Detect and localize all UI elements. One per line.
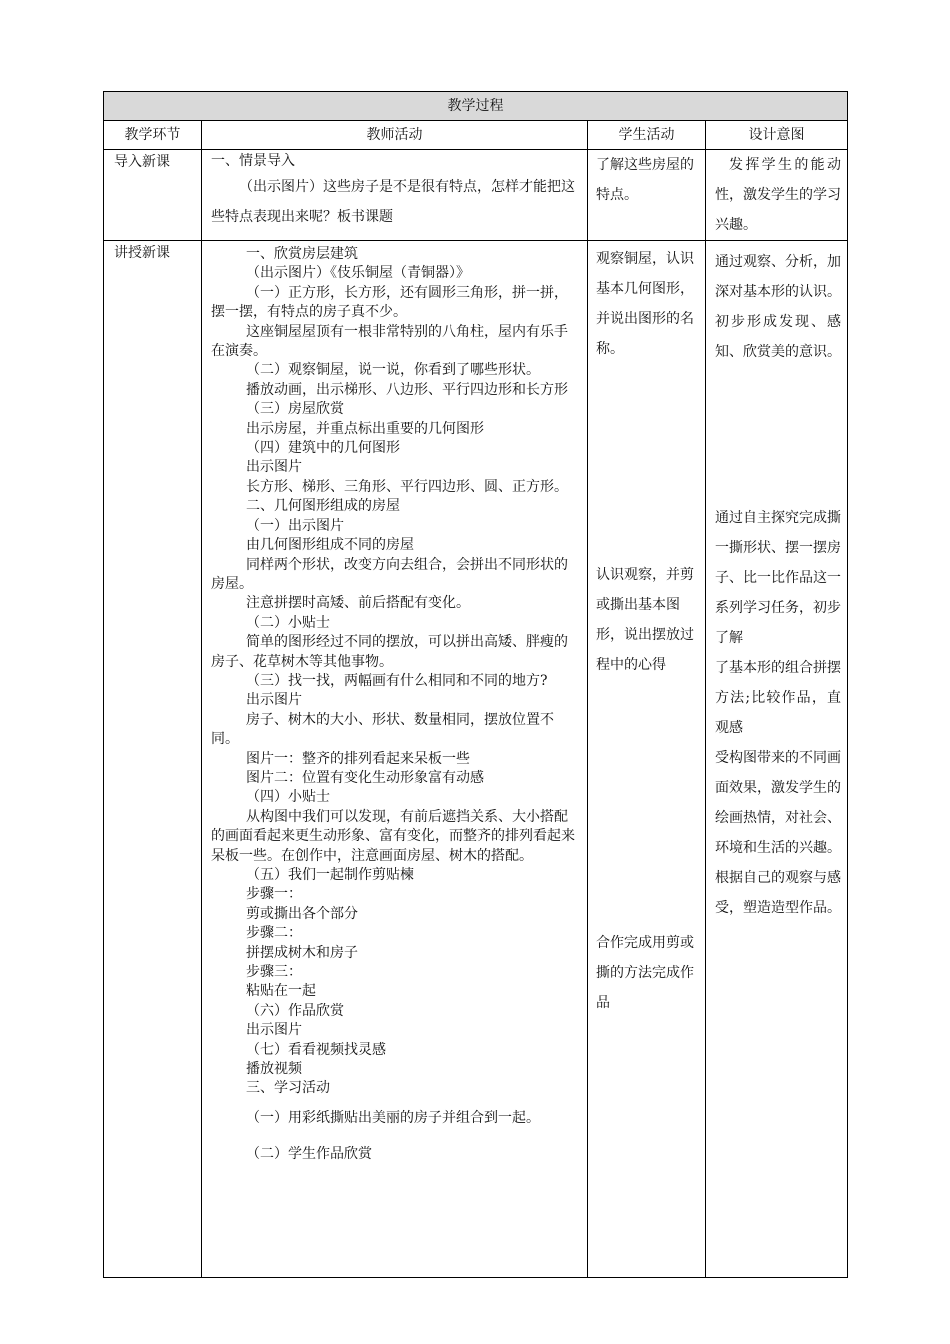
teacher-line: 从构图中我们可以发现，有前后遮挡关系、大小搭配的画面看起来更生动形象、富有变化，而整齐的排列看起来呆板一些。在创作中，注意画面房屋、树木的搭配。 — [211, 808, 575, 864]
teacher-line: （二）观察铜屋，说一说，你看到了哪些形状。 — [246, 362, 540, 379]
teacher-line: （出示图片）《伎乐铜屋（青铜器）》 — [246, 265, 470, 282]
teacher-line: 长方形、梯形、三角形、平行四边形、圆、正方形。 — [246, 478, 568, 495]
teacher-line: 出示图片 — [246, 459, 302, 476]
teacher-line: 步骤三： — [246, 964, 302, 981]
teacher-line: 出示图片 — [246, 1022, 302, 1039]
header-row — [104, 121, 848, 150]
student-activity-cell — [588, 241, 706, 1278]
teacher-line: （出示图片）这些房子是不是很有特点，怎样才能把这些特点表现出来呢？板书课题 — [211, 179, 575, 225]
teacher-line: 拼摆成树木和房子 — [246, 944, 358, 961]
teacher-line: （三）房屋欣赏 — [246, 401, 344, 418]
teacher-line: （二）小贴士 — [246, 614, 330, 631]
student-line: 合作完成用剪或撕的方法完成作品 — [596, 935, 694, 1011]
design-line: 通过观察、分析，加深对基本形的认识。初步形成发现、感知、欣赏美的意识。 — [715, 254, 841, 360]
table-row — [104, 150, 848, 241]
design-line: 通过自主探究完成撕一撕形状、摆一摆房子、比一比作品这一系列学习任务，初步了解 — [715, 510, 841, 646]
header-student-activity: 学生活动 — [588, 121, 706, 150]
teacher-line: 一、情景导入 — [211, 153, 295, 169]
teacher-line: 同样两个形状，改变方向去组合，会拼出不同形状的房屋。 — [211, 556, 568, 592]
student-activity-cell — [588, 150, 706, 241]
teacher-line: 步骤二： — [246, 925, 302, 942]
teacher-line: （六）作品欣赏 — [246, 1002, 344, 1019]
teacher-line: 出示房屋，并重点标出重要的几何图形 — [246, 420, 484, 437]
teacher-line: （一）正方形，长方形，还有圆形三角形，拼一拼，摆一摆，有特点的房子真不少。 — [211, 284, 568, 321]
teacher-line: 图片一：整齐的排列看起来呆板一些 — [246, 750, 470, 767]
teacher-activity-cell — [202, 241, 588, 1278]
table-title: 教学过程 — [104, 92, 848, 121]
teacher-line: 一、欣赏房层建筑 — [246, 246, 358, 262]
design-intent-cell — [706, 241, 848, 1278]
teacher-line: （二）学生作品欣赏 — [246, 1145, 372, 1162]
teacher-line: 步骤一： — [246, 886, 302, 903]
teacher-line: 注意拼摆时高矮、前后搭配有变化。 — [246, 595, 470, 612]
teacher-line: 出示图片 — [246, 692, 302, 709]
stage-cell: 导入新课 — [104, 150, 202, 241]
student-line: 认识观察，并剪或撕出基本图形，说出摆放过程中的心得 — [596, 567, 694, 673]
spacer — [596, 680, 699, 928]
teacher-line: 三、学习活动 — [246, 1080, 330, 1097]
teacher-line: （三）找一找，两幅画有什么相同和不同的地方? — [246, 672, 548, 689]
teacher-line: 图片二：位置有变化生动形象富有动感 — [246, 769, 484, 786]
teacher-line: 这座铜屋屋顶有一根非常特别的八角柱，屋内有乐手在演奏。 — [211, 323, 568, 360]
teacher-line: 简单的图形经过不同的摆放，可以拼出高矮、胖瘦的房子、花草树木等其他事物。 — [211, 634, 568, 670]
teacher-line: （七）看看视频找灵感 — [246, 1041, 386, 1058]
teacher-line: 房子、树木的大小、形状、数量相同，摆放位置不同。 — [211, 711, 554, 748]
table-row — [104, 241, 848, 1278]
teacher-line: 剪或撕出各个部分 — [246, 905, 358, 922]
teacher-line: （四）建筑中的几何图形 — [246, 440, 400, 457]
teaching-process-table — [103, 91, 848, 1278]
design-line: 受构图带来的不同画面效果，激发学生的绘画热情，对社会、环境和生活的兴趣。根据自己的观察与感受，塑造造型作品。 — [715, 750, 841, 916]
student-line: 观察铜屋，认识基本几何图形，并说出图形的名称。 — [596, 251, 694, 357]
teacher-line: 播放动画，出示梯形、八边形、平行四边形和长方形 — [246, 381, 568, 398]
student-line: 了解这些房屋的特点。 — [596, 157, 694, 203]
design-line: 发挥学生的能动性，激发学生的学习兴趣。 — [715, 157, 841, 233]
teacher-line: 二、几何图形组成的房屋 — [246, 498, 400, 515]
design-line: 了基本形的组合拼摆方法;比较作品，直观感 — [715, 660, 841, 736]
teacher-line: 由几何图形组成不同的房屋 — [246, 537, 414, 554]
header-design-intent: 设计意图 — [706, 121, 848, 150]
stage-cell: 讲授新课 — [104, 241, 202, 1278]
title-row — [104, 92, 848, 121]
teacher-line: 播放视频 — [246, 1061, 302, 1078]
spacer — [596, 364, 699, 560]
teacher-line: （五）我们一起制作剪贴楝 — [246, 867, 414, 883]
teacher-line: （四）小贴士 — [246, 789, 330, 806]
teacher-line: 粘贴在一起 — [246, 983, 316, 1000]
header-teacher-activity: 教师活动 — [202, 121, 588, 150]
header-stage: 教学环节 — [104, 121, 202, 150]
design-intent-cell — [706, 150, 848, 241]
teacher-line: （一）出示图片 — [246, 517, 344, 534]
teacher-line: （一）用彩纸撕贴出美丽的房子并组合到一起。 — [246, 1109, 540, 1126]
teacher-activity-cell — [202, 150, 588, 241]
spacer — [715, 367, 841, 503]
